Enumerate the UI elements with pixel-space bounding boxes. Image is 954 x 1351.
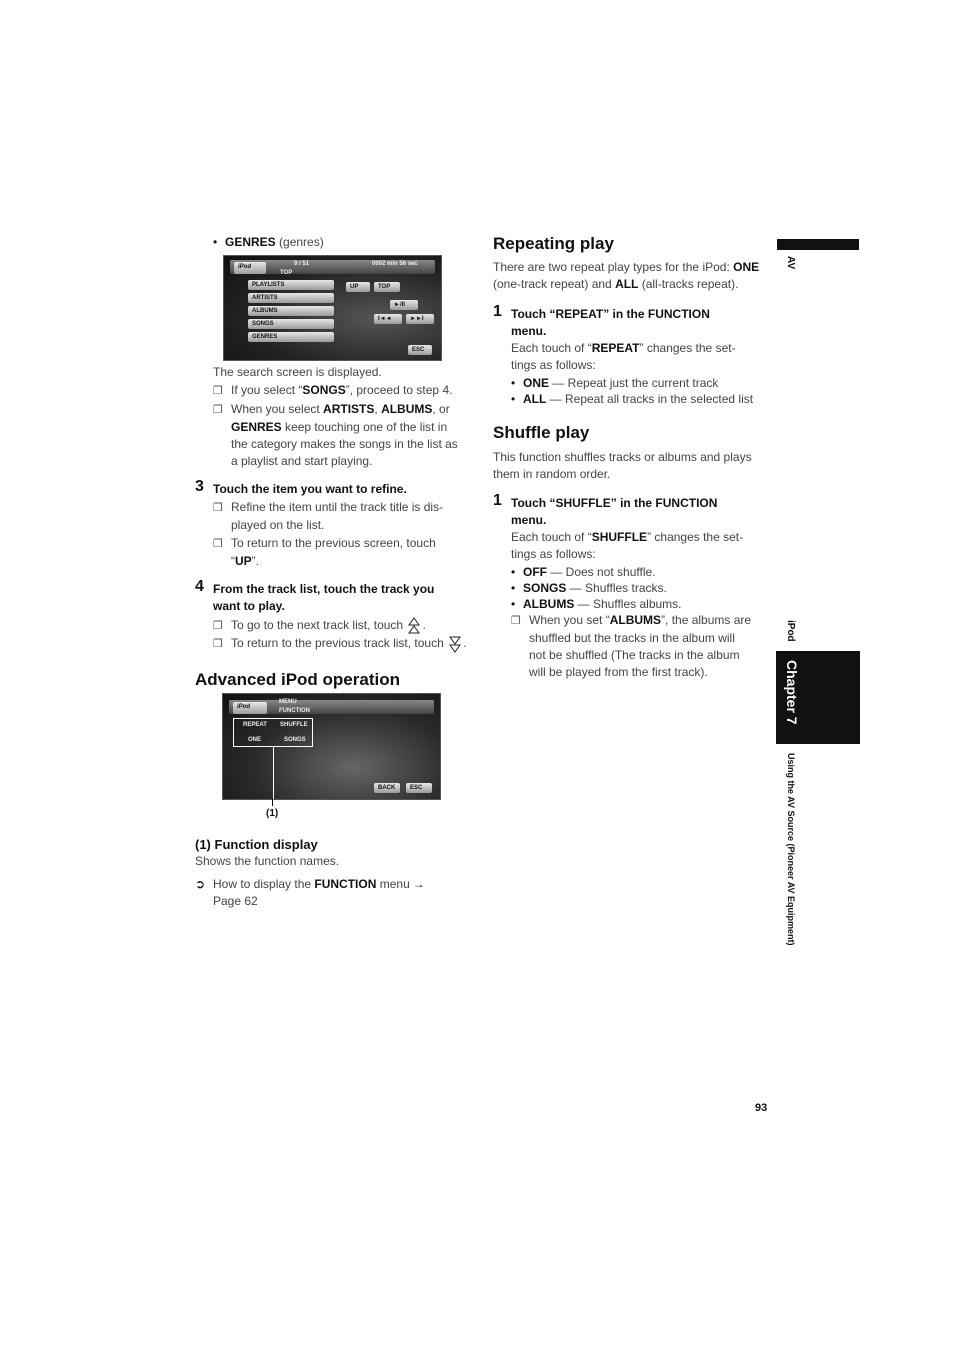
shuffle-intro-line1: This function shuffles tracks or albums and plays	[493, 450, 752, 464]
shuffle-label: SHUFFLE	[280, 722, 308, 728]
callout-line	[273, 747, 274, 799]
one-value: ONE	[248, 737, 262, 743]
repeat-each-touch	[511, 340, 736, 374]
previous-list-arrow-icon	[449, 635, 461, 653]
note-songs-keyword: SONGS	[302, 383, 346, 397]
genres-keyword: GENRES	[225, 235, 276, 249]
chapter-label: Chapter 7	[784, 660, 800, 725]
quote-open: “	[231, 554, 235, 568]
callout-line-below	[272, 798, 273, 806]
songs-value: SONGS	[284, 737, 306, 743]
shuffle-bullet-songs-text: — Shuffles tracks.	[566, 581, 667, 595]
bullet-dot: •	[511, 392, 516, 406]
function-display-text: Shows the function names.	[195, 854, 340, 868]
keyword-one: ONE	[523, 376, 550, 390]
step-3-note2-line1: To return to the previous screen, touch	[231, 536, 436, 550]
repeat-step-title-line1: Touch “REPEAT” in the FUNCTION	[511, 307, 710, 321]
step-4-number: 4	[195, 578, 204, 595]
note-box-icon: ❐	[213, 404, 223, 416]
note-box-icon: ❐	[213, 385, 223, 397]
shuffle-each-line2: tings as follows:	[511, 547, 596, 561]
shuffle-intro-line2: them in random order.	[493, 467, 611, 481]
list-item-songs: SONGS	[248, 319, 334, 329]
repeat-intro-pre: There are two repeat play types for the iPod:	[493, 260, 734, 274]
step-4-note1	[213, 617, 426, 635]
repeating-play-heading: Repeating play	[493, 234, 614, 253]
search-screen-image	[223, 255, 442, 361]
list-item-albums: ALBUMS	[248, 306, 334, 316]
shuffle-bullet-albums	[511, 596, 682, 613]
function-menu-reference	[195, 876, 425, 910]
list-item-playlists: PLAYLISTS	[248, 280, 334, 290]
note-artists-line2	[213, 419, 483, 436]
sidebar-av-label: AV	[785, 256, 796, 270]
sidebar-section-label: Using the AV Source (Pioneer AV Equipment)	[786, 753, 796, 946]
shuffle-bullet-songs	[511, 580, 667, 597]
step-4-title-line1: From the track list, touch the track you	[213, 582, 435, 596]
screen-path: TOP	[280, 270, 293, 276]
play-pause-button: ►/II	[390, 300, 418, 310]
shuffle-note-line2: shuffled but the tracks in the album will	[529, 631, 735, 645]
repeat-label: REPEAT	[243, 722, 267, 728]
shuffle-each-touch	[511, 529, 743, 563]
back-button: BACK	[374, 783, 400, 793]
step-3-number: 3	[195, 478, 204, 495]
repeat-bullet-one-text: — Repeat just the current track	[549, 376, 719, 390]
step-4-title	[213, 581, 434, 615]
keyword-one: ONE	[733, 260, 760, 274]
step-4-note2	[213, 635, 466, 653]
shuffle-intro	[493, 449, 752, 483]
shuffle-each-pre: Each touch of “	[511, 530, 592, 544]
repeat-each-line2: tings as follows:	[511, 358, 596, 372]
callout-label: (1)	[266, 808, 279, 819]
up-button: UP	[346, 282, 370, 292]
shuffle-note-post: ”, the albums are	[661, 613, 752, 627]
step-4-title-line2: want to play.	[213, 599, 285, 613]
keyword-genres: GENRES	[231, 420, 282, 434]
keyword-songs: SONGS	[523, 581, 567, 595]
repeating-intro	[493, 259, 773, 293]
esc-button: ESC	[406, 783, 432, 793]
step-4-note1-text: To go to the next track list, touch	[231, 618, 404, 633]
keyword-up: UP	[235, 554, 252, 568]
bullet-dot: •	[511, 581, 516, 595]
genres-bullet	[213, 234, 324, 251]
note-artists-pre: When you select	[231, 402, 324, 416]
keyword-function: FUNCTION	[314, 877, 377, 891]
shuffle-note-pre: When you set “	[529, 613, 610, 627]
note-box-icon: ❐	[511, 615, 521, 627]
reference-post: menu	[376, 877, 410, 891]
prev-button: I◄◄	[374, 314, 402, 324]
esc-button: ESC	[408, 345, 432, 355]
shuffle-bullet-off-text: — Does not shuffle.	[547, 565, 656, 579]
list-item-genres: GENRES	[248, 332, 334, 342]
page-number: 93	[755, 1102, 768, 1114]
screen-function-label: FUNCTION	[279, 708, 310, 714]
list-item-artists: ARTISTS	[248, 293, 334, 303]
repeat-bullet-one	[511, 375, 718, 392]
note-artists-line4: a playlist and start playing.	[231, 454, 373, 468]
genres-rest: (genres)	[275, 235, 324, 249]
shuffle-note-line4: will be played from the first track).	[529, 665, 708, 679]
note-artists-line1	[213, 401, 483, 419]
note-box-icon: ❐	[213, 502, 223, 514]
keyword-artists: ARTISTS	[323, 402, 375, 416]
reference-arrow-icon: ➲	[195, 877, 206, 891]
shuffle-albums-note	[511, 612, 773, 681]
top-button: TOP	[374, 282, 400, 292]
screen-time: 0002 min 56 sec	[372, 261, 418, 267]
shuffle-bullet-off	[511, 564, 656, 581]
screen-counter: 9 / 51	[294, 261, 310, 267]
note-artists-sep2: , or	[432, 402, 450, 416]
keyword-off: OFF	[523, 565, 547, 579]
ipod-logo-button: iPod	[233, 702, 267, 714]
step-3-note1-line1: Refine the item until the track title is dis-	[231, 500, 444, 514]
quote-close: ”.	[251, 554, 260, 568]
keyword-repeat: REPEAT	[591, 341, 640, 355]
function-display-heading: (1) Function display	[195, 837, 318, 852]
keyword-all: ALL	[615, 277, 639, 291]
repeat-step-number: 1	[493, 303, 502, 320]
shuffle-note-line3: not be shuffled (The tracks in the album	[529, 648, 740, 662]
keyword-albums: ALBUMS	[381, 402, 433, 416]
note-artists-sep1: ,	[374, 402, 382, 416]
repeat-intro-l2-pre: (one-track repeat) and	[493, 277, 616, 291]
bullet-dot: •	[213, 235, 218, 249]
advanced-ipod-heading: Advanced iPod operation	[195, 670, 400, 689]
note-songs	[213, 382, 452, 400]
repeat-each-pre: Each touch of “	[511, 341, 592, 355]
step-3-note1	[213, 499, 443, 534]
shuffle-bullet-albums-text: — Shuffles albums.	[574, 597, 682, 611]
sidebar-ipod-label: iPod	[785, 620, 796, 642]
note-box-icon: ❐	[213, 620, 223, 633]
step-3-title: Touch the item you want to refine.	[213, 482, 407, 496]
step-3-note2	[213, 535, 436, 570]
keyword-shuffle: SHUFFLE	[591, 530, 648, 544]
note-artists-line3: the category makes the songs in the list as	[231, 437, 458, 451]
note-box-icon: ❐	[213, 538, 223, 550]
note-box-icon: ❐	[213, 638, 223, 651]
reference-page: Page 62	[213, 894, 258, 908]
repeat-bullet-all-text: — Repeat all tracks in the selected list	[546, 392, 754, 406]
bullet-dot: •	[511, 597, 516, 611]
shuffle-step-title-line1: Touch “SHUFFLE” in the FUNCTION	[511, 496, 718, 510]
shuffle-each-post: ” changes the set-	[647, 530, 744, 544]
av-tab-bar	[777, 239, 859, 250]
note-songs-post: ”, proceed to step 4.	[345, 383, 453, 397]
right-arrow-icon: →	[412, 877, 425, 891]
search-screen-text: The search screen is displayed.	[213, 365, 382, 379]
note-artists	[213, 401, 483, 470]
reference-pre: How to display the	[213, 877, 315, 891]
note-songs-pre: If you select “	[231, 383, 303, 397]
step-3-note2-line2	[213, 553, 436, 570]
shuffle-play-heading: Shuffle play	[493, 423, 590, 442]
repeat-step-title-line2: menu.	[511, 324, 547, 338]
keyword-albums: ALBUMS	[609, 613, 662, 627]
shuffle-step-title	[511, 495, 717, 529]
period: .	[463, 636, 467, 651]
ipod-logo-button: iPod	[234, 262, 266, 274]
keyword-all: ALL	[523, 392, 547, 406]
function-screen-image	[222, 693, 441, 800]
repeat-bullet-all	[511, 391, 753, 408]
next-button: ►►I	[406, 314, 434, 324]
screen-menu-label: MENU	[279, 699, 297, 705]
next-list-arrow-icon	[408, 617, 420, 635]
repeat-step-title	[511, 306, 710, 340]
repeat-each-post: ” changes the set-	[639, 341, 736, 355]
period: .	[422, 618, 426, 633]
shuffle-step-title-line2: menu.	[511, 513, 547, 527]
bullet-dot: •	[511, 565, 516, 579]
note-artists-post1: keep touching one of the list in	[281, 420, 448, 434]
step-4-note2-text: To return to the previous track list, touch	[231, 636, 444, 651]
shuffle-step-number: 1	[493, 492, 502, 509]
repeat-intro-l2-post: (all-tracks repeat).	[638, 277, 739, 291]
keyword-albums: ALBUMS	[523, 597, 575, 611]
step-3-note1-line2: played on the list.	[231, 518, 325, 532]
bullet-dot: •	[511, 376, 516, 390]
